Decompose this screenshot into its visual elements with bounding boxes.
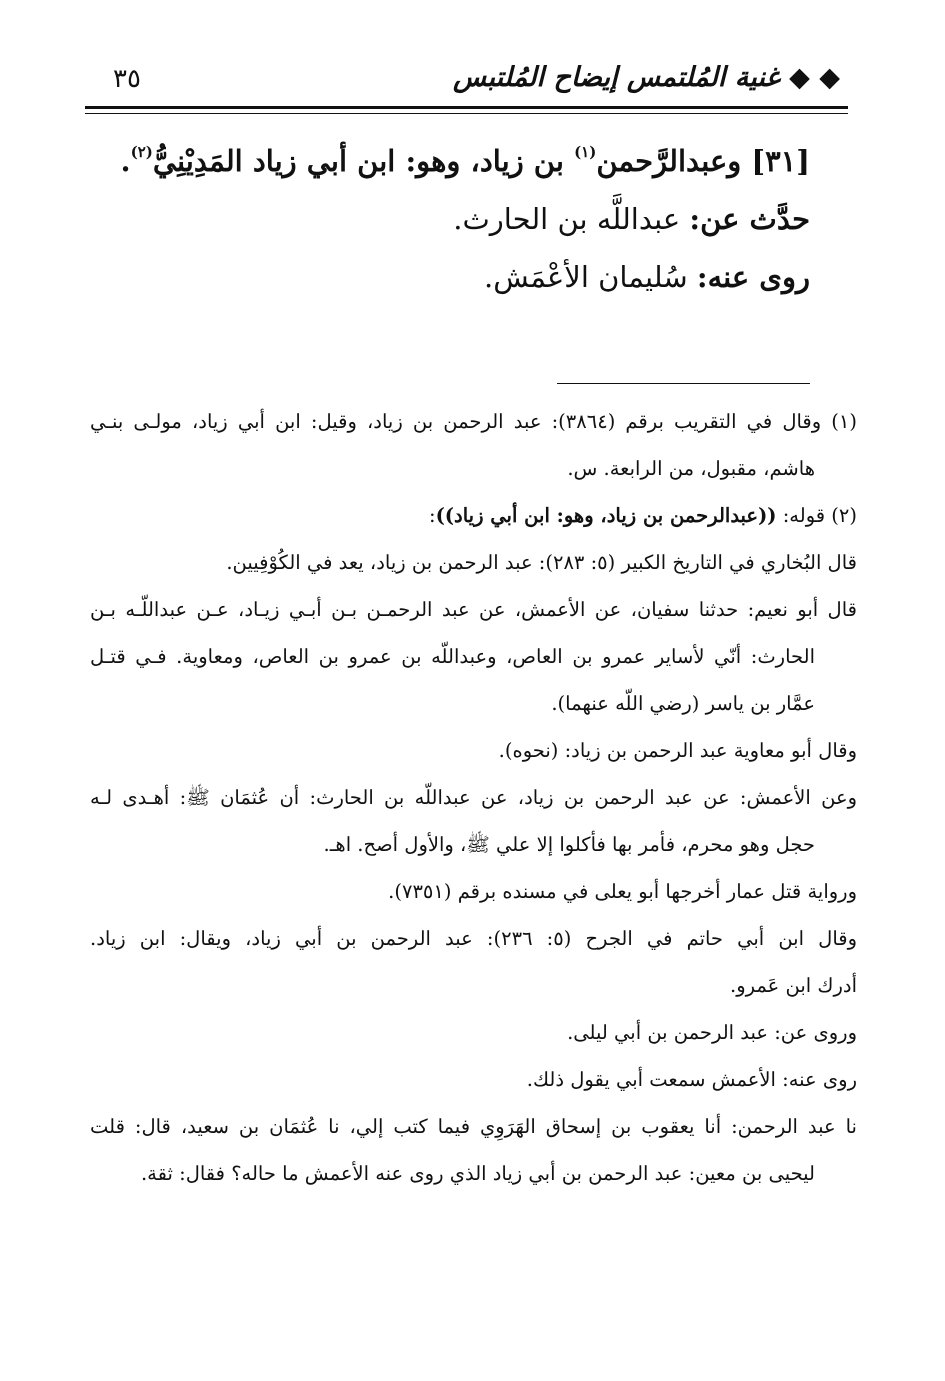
narrated-label: حدَّث عن:	[689, 202, 810, 236]
footnote-1-line-2: هاشم، مقبول، من الرابعة. س.	[567, 457, 815, 480]
footnote-line-naabd-2: ليحيى بن معين: عبد الرحمن بن أبي زياد الذي روى عنه الأعمش ما حاله؟ فقال: ثقة.	[140, 1162, 815, 1185]
entry-heading	[120, 132, 810, 190]
footnote-line-abunuaim-1: قال أبو نعيم: حدثنا سفيان، عن الأعمش، عن عبد الرحمـن بـن أبـي زيـاد، عـن عبداللّـه بـن	[90, 598, 857, 621]
footnote-ref-2: (٢)	[130, 143, 153, 161]
footnote-line-riwaya: ورواية قتل عمار أخرجها أبو يعلى في مسنده برقم (٧٣٥١).	[388, 880, 857, 903]
entry-transmitted-by	[120, 248, 810, 306]
footnote-line-abunuaim-2: الحارث: أنّي لأساير عمرو بن العاص، وعبداللّه بن عمرو بن العاص، ومعاوية. فـي قتـل	[90, 645, 815, 668]
footnote-2-end: :	[429, 504, 436, 527]
footnotes	[90, 398, 857, 1197]
header-rule-thick	[85, 106, 848, 109]
footnote-line-rawa-anhu: روى عنه: الأعمش سمعت أبي يقول ذلك.	[526, 1068, 857, 1091]
footnote-2-heading	[90, 492, 857, 539]
footnote-2-quote: ((عبدالرحمن بن زياد، وهو: ابن أبي زياد))	[435, 504, 777, 527]
entry-heading-end: .	[120, 144, 131, 178]
header-book-title: ◆ ◆ غنية المُلتمس إيضاح المُلتبس	[453, 62, 840, 93]
transmitted-value: سُليمان الأعْمَش.	[484, 260, 697, 294]
footnote-line-bukhari: قال البُخاري في التاريخ الكبير (٥: ٢٨٣): عبد الرحمن بن زياد، يعد في الكُوْفِيين.	[226, 551, 857, 574]
transmitted-label: روى عنه:	[696, 260, 810, 294]
footnote-2-prefix: (٢) قوله:	[776, 504, 857, 527]
footnote-line-abunuaim-3: عمَّار بن ياسر (رضي اللّه عنهما).	[551, 692, 815, 715]
narrated-value: عبداللَّه بن الحارث.	[453, 202, 690, 236]
footnote-line-amash-2: حجل وهو محرم، فأمر بها فأكلوا إلا علي ﷺ، والأول أصح. اهـ.	[323, 833, 815, 856]
entry-heading-prefix: [٣١] وعبدالرَّحمن	[596, 144, 810, 178]
entry-heading-rest: بن زياد، وهو: ابن أبي زياد المَدِيْنِيُّ	[152, 144, 575, 178]
entry-narrated-from	[120, 190, 810, 248]
footnote-line-abihatim: وقال ابن أبي حاتم في الجرح (٥: ٢٣٦): عبد الرحمن بن أبي زياد، ويقال: ابن زياد.	[90, 927, 857, 950]
biography-entry	[120, 132, 810, 306]
footnote-line-naabd-1: نا عبد الرحمن: أنا يعقوب بن إسحاق الهَرَوِي فيما كتب إلي، نا عُثمَان بن سعيد، قال: قلت	[90, 1115, 857, 1138]
footnote-line-adraka: أدرك ابن عَمرو.	[730, 974, 857, 997]
footnote-1-line-1: (١) وقال في التقريب برقم (٣٨٦٤): عبد الرحمن بن زياد، وقيل: ابن أبي زياد، مولـى بنـي	[90, 410, 857, 433]
footnote-line-amash-1: وعن الأعمش: عن عبد الرحمن بن زياد، عن عبداللّه بن الحارث: أن عُثمَان ﷺ: أهـدى لـه	[90, 786, 857, 809]
running-header	[95, 62, 840, 102]
footnote-separator	[557, 383, 810, 384]
page-number: ٣٥	[113, 64, 141, 94]
header-rule-thin	[85, 113, 848, 114]
footnote-line-abumuawiya: وقال أبو معاوية عبد الرحمن بن زياد: (نحوه).	[498, 739, 857, 762]
footnote-line-rawa-an: وروى عن: عبد الرحمن بن أبي ليلى.	[567, 1021, 857, 1044]
footnote-ref-1: (١)	[574, 143, 597, 161]
